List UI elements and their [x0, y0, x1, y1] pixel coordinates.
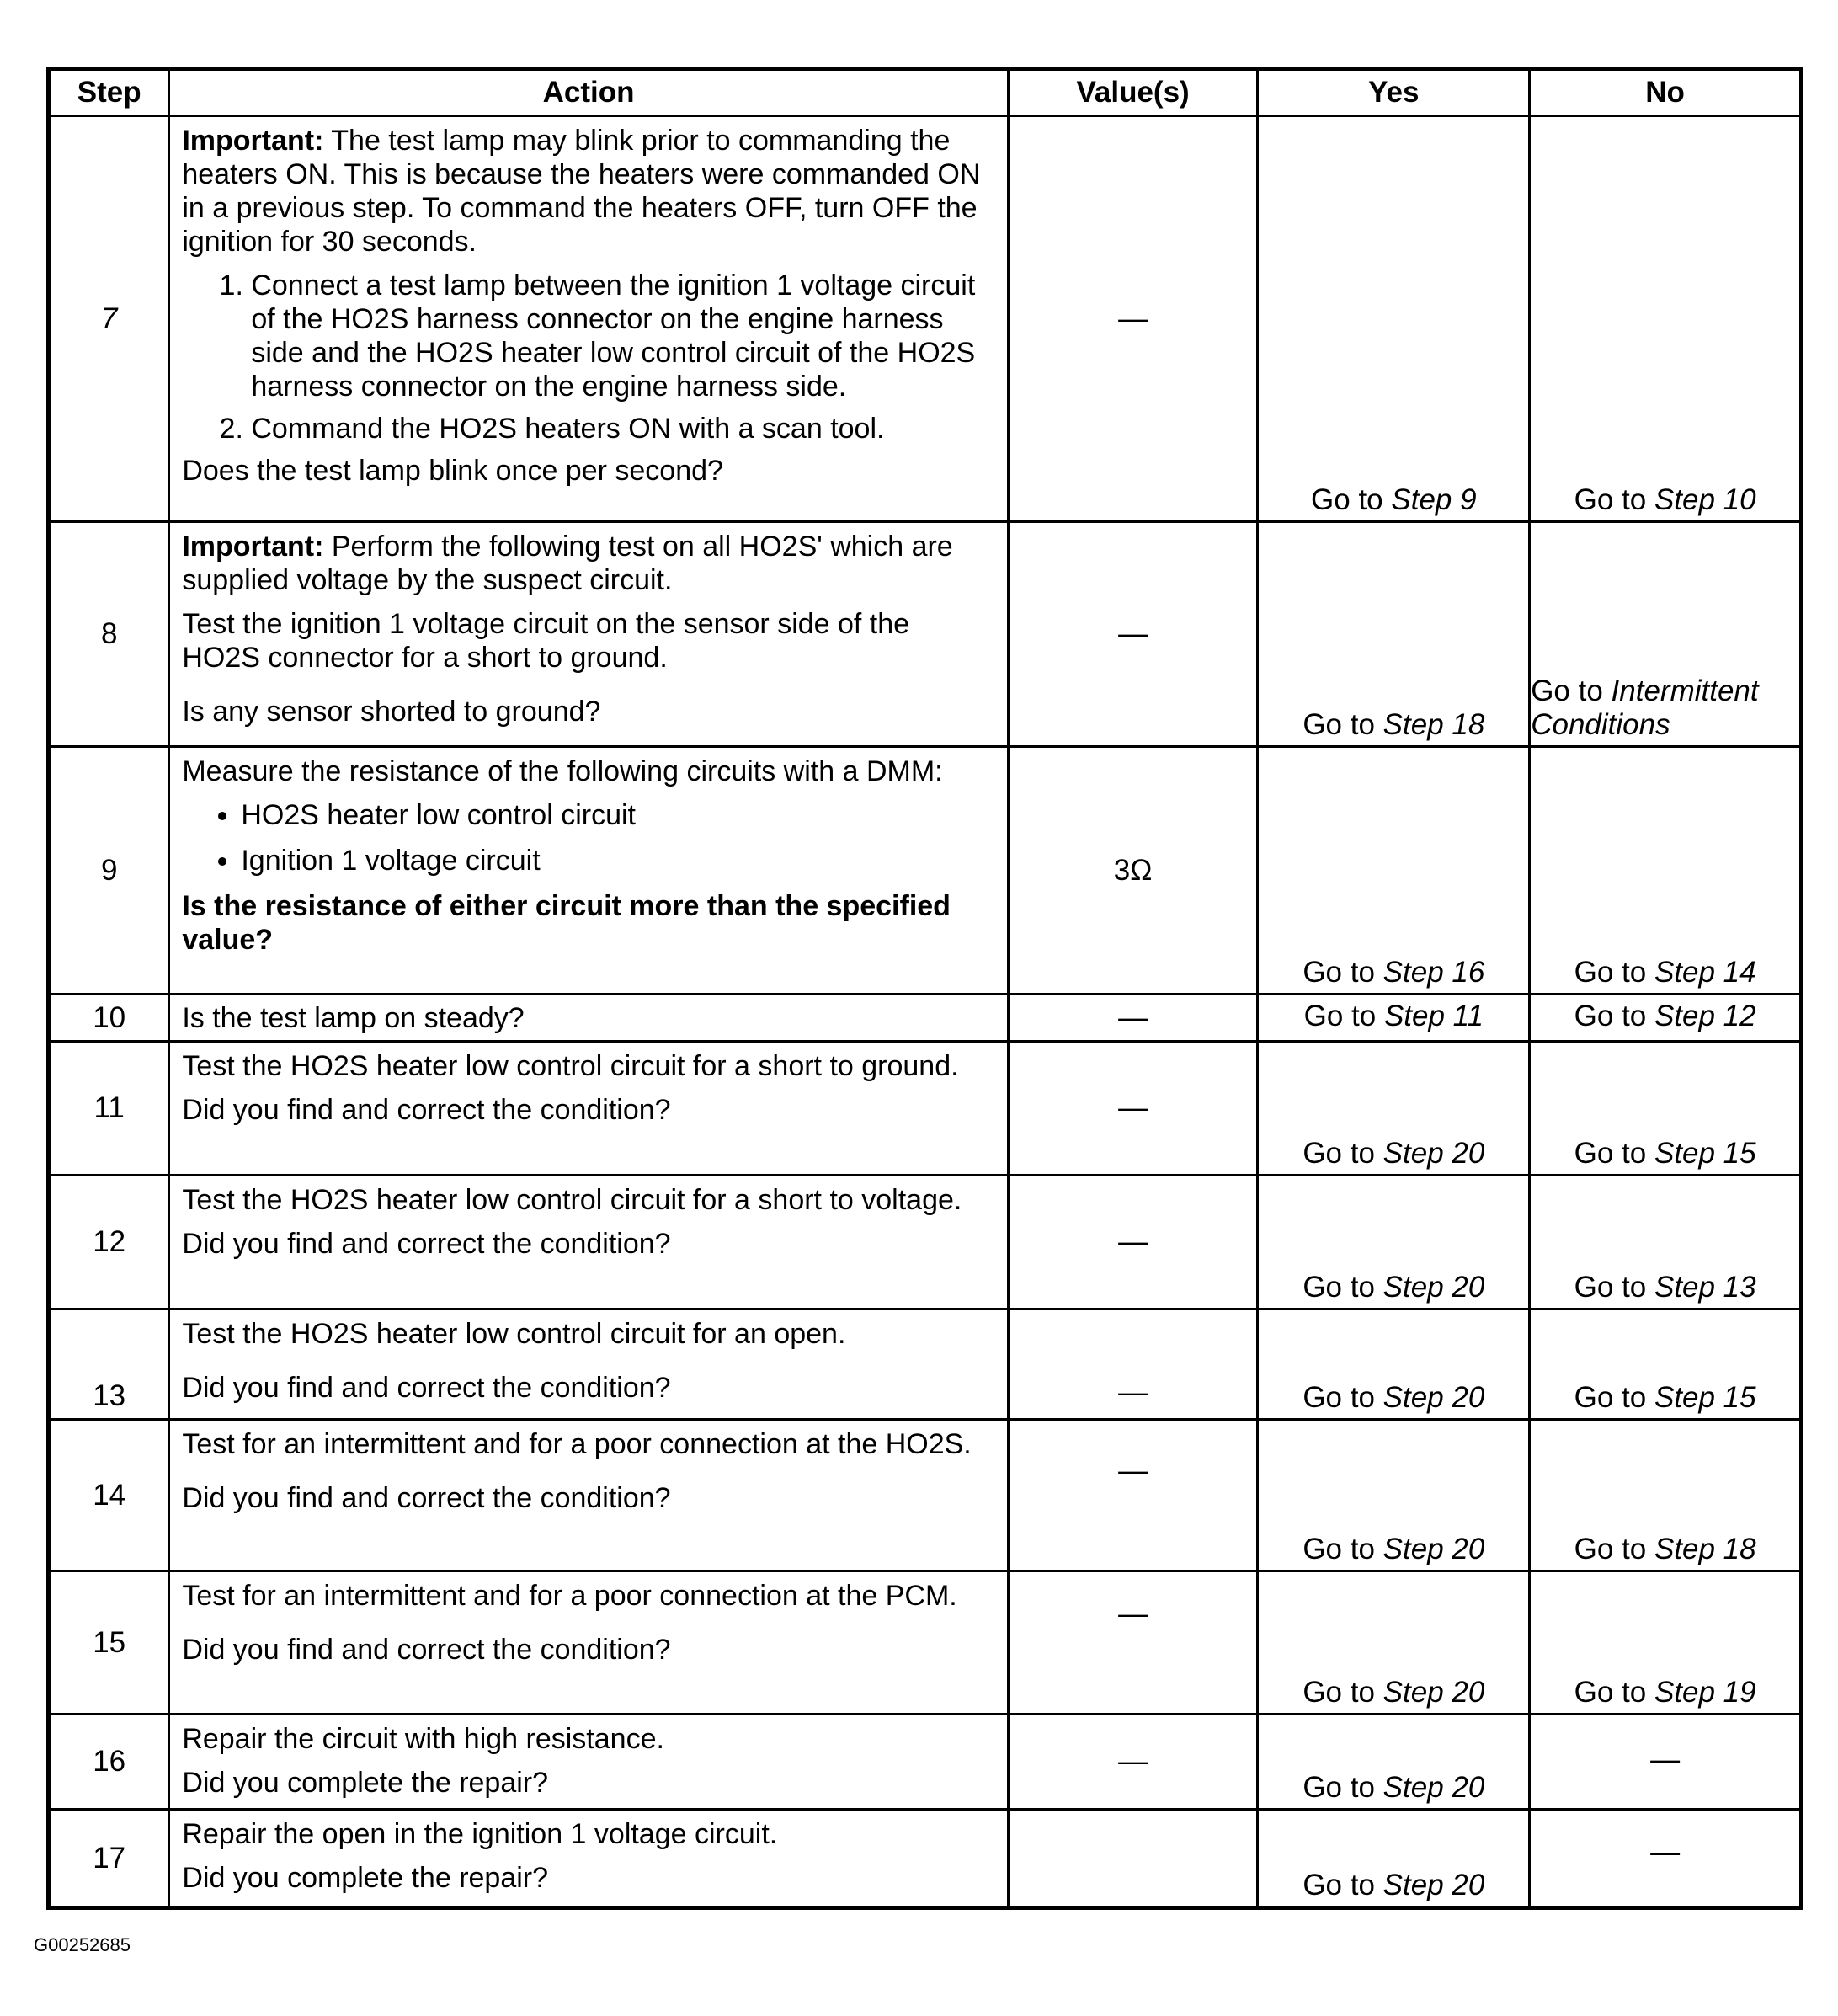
no-dash: —	[1650, 1836, 1681, 1869]
yes-link[interactable]: Step 20	[1382, 1771, 1485, 1804]
question-text: Did you complete the repair?	[182, 1767, 549, 1799]
yes-link[interactable]: Step 20	[1382, 1676, 1485, 1709]
question-text: Did you find and correct the condition?	[182, 1482, 671, 1514]
no-prefix: Go to	[1574, 1676, 1654, 1709]
no-link[interactable]: Step 10	[1654, 483, 1756, 516]
step-number: 8	[49, 522, 169, 747]
no-cell	[1530, 1176, 1802, 1309]
action-cell	[169, 1420, 1008, 1571]
action-cell	[169, 747, 1008, 995]
value-cell: —	[1008, 1176, 1258, 1309]
no-prefix: Go to	[1574, 483, 1654, 516]
instruction-text: Test the HO2S heater low control circuit for an open.	[182, 1318, 846, 1350]
question-text: Is the test lamp on steady?	[182, 1001, 525, 1034]
yes-cell	[1258, 1309, 1530, 1420]
table-row	[49, 1571, 1802, 1715]
instruction-text: Test for an intermittent and for a poor connection at the PCM.	[182, 1580, 957, 1612]
no-prefix: Go to	[1531, 675, 1612, 707]
table-row	[49, 1042, 1802, 1176]
table-row	[49, 1810, 1802, 1908]
graphic-id: G00252685	[34, 1934, 131, 1955]
yes-link[interactable]: Step 11	[1383, 999, 1484, 1032]
step-number: 13	[49, 1309, 169, 1420]
no-link[interactable]: Step 14	[1654, 956, 1756, 989]
important-note	[182, 124, 994, 259]
table-row	[49, 1176, 1802, 1309]
value-cell: —	[1008, 116, 1258, 522]
no-link[interactable]: Step 15	[1654, 1381, 1756, 1414]
yes-cell	[1258, 995, 1530, 1042]
no-prefix: Go to	[1574, 1271, 1654, 1304]
no-cell	[1530, 1309, 1802, 1420]
no-link[interactable]: Step 18	[1654, 1533, 1756, 1565]
question-text: Did you find and correct the condition?	[182, 1094, 671, 1126]
header-step: Step	[49, 69, 169, 116]
yes-prefix: Go to	[1303, 1771, 1383, 1804]
yes-cell	[1258, 522, 1530, 747]
value-cell: —	[1008, 1309, 1258, 1420]
yes-prefix: Go to	[1303, 1137, 1383, 1170]
yes-prefix: Go to	[1303, 1869, 1383, 1901]
list-item: • HO2S heater low control circuit	[241, 798, 994, 832]
no-cell	[1530, 747, 1802, 995]
no-prefix: Go to	[1574, 1533, 1654, 1565]
no-prefix: Go to	[1574, 1137, 1654, 1170]
no-cell	[1530, 1571, 1802, 1715]
table-row	[49, 1715, 1802, 1810]
header-no: No	[1530, 69, 1802, 116]
yes-cell	[1258, 1810, 1530, 1908]
yes-link[interactable]: Step 18	[1382, 708, 1485, 741]
yes-cell	[1258, 747, 1530, 995]
yes-prefix: Go to	[1303, 1676, 1383, 1709]
instruction-text: Test the HO2S heater low control circuit for a short to ground.	[182, 1050, 959, 1082]
step-number: 10	[49, 995, 169, 1042]
yes-prefix: Go to	[1303, 1271, 1383, 1304]
table-row	[49, 116, 1802, 522]
instruction-text: Measure the resistance of the following circuits with a DMM:	[182, 755, 943, 787]
value-cell: —	[1008, 1571, 1258, 1715]
no-cell	[1530, 522, 1802, 747]
yes-link[interactable]: Step 16	[1382, 956, 1485, 989]
step-number: 12	[49, 1176, 169, 1309]
yes-link[interactable]: Step 20	[1382, 1869, 1485, 1901]
step-number: 9	[49, 747, 169, 995]
no-link[interactable]: Step 12	[1654, 999, 1756, 1032]
list-item: • Ignition 1 voltage circuit	[241, 844, 994, 877]
action-cell	[169, 1810, 1008, 1908]
important-label: Important:	[182, 531, 324, 563]
table-row	[49, 1420, 1802, 1571]
yes-cell	[1258, 1571, 1530, 1715]
question-text: Is the resistance of either circuit more than the specified value?	[182, 890, 951, 956]
important-text: The test lamp may blink prior to commanding the heaters ON. This is because the heaters were commanded ON in a previous step. To command the heaters OFF, turn OFF the ignition for 30 seconds.	[182, 125, 981, 258]
no-cell	[1530, 1810, 1802, 1908]
table-row	[49, 1309, 1802, 1420]
no-link[interactable]: Intermittent Conditions	[1531, 675, 1759, 741]
action-cell	[169, 522, 1008, 747]
diagnostic-table	[46, 67, 1803, 1910]
no-cell	[1530, 1715, 1802, 1810]
important-note	[182, 530, 994, 597]
instruction-text: Repair the circuit with high resistance.	[182, 1723, 664, 1755]
value-cell: —	[1008, 995, 1258, 1042]
important-text: Perform the following test on all HO2S' which are supplied voltage by the suspect circuit.	[182, 531, 953, 596]
action-cell	[169, 1309, 1008, 1420]
yes-prefix: Go to	[1303, 956, 1383, 989]
yes-prefix: Go to	[1303, 708, 1383, 741]
question-text: Is any sensor shorted to ground?	[182, 696, 601, 728]
yes-prefix: Go to	[1303, 1533, 1383, 1565]
question-text: Does the test lamp blink once per second?	[182, 455, 723, 487]
action-cell	[169, 1176, 1008, 1309]
instruction-text: Test the ignition 1 voltage circuit on the sensor side of the HO2S connector for a short to ground.	[182, 608, 910, 674]
header-values: Value(s)	[1008, 69, 1258, 116]
action-cell	[169, 995, 1008, 1042]
no-link[interactable]: Step 15	[1654, 1137, 1756, 1170]
step-number: 17	[49, 1810, 169, 1908]
table-row	[49, 747, 1802, 995]
header-row	[49, 69, 1802, 116]
value-cell	[1008, 1810, 1258, 1908]
yes-link[interactable]: Step 20	[1382, 1271, 1485, 1304]
list-item: 1. Connect a test lamp between the ignition 1 voltage circuit of the HO2S harness connector on the engine harness side and the HO2S heater low control circuit of the HO2S harness connector on the engine harness side.	[251, 269, 994, 403]
step-number: 16	[49, 1715, 169, 1810]
no-dash: —	[1650, 1743, 1681, 1776]
question-text: Did you complete the repair?	[182, 1862, 549, 1894]
value-cell: —	[1008, 522, 1258, 747]
no-cell	[1530, 995, 1802, 1042]
no-cell	[1530, 116, 1802, 522]
question-text: Did you find and correct the condition?	[182, 1634, 671, 1666]
instruction-text: Test for an intermittent and for a poor connection at the HO2S.	[182, 1428, 972, 1460]
yes-link[interactable]: Step 20	[1382, 1381, 1485, 1414]
no-prefix: Go to	[1574, 999, 1654, 1032]
yes-cell	[1258, 1042, 1530, 1176]
yes-prefix: Go to	[1303, 999, 1384, 1032]
header-action: Action	[169, 69, 1008, 116]
no-link[interactable]: Step 13	[1654, 1271, 1756, 1304]
no-cell	[1530, 1042, 1802, 1176]
question-text: Did you find and correct the condition?	[182, 1228, 671, 1260]
table-row	[49, 995, 1802, 1042]
yes-prefix: Go to	[1303, 1381, 1383, 1414]
no-cell	[1530, 1420, 1802, 1571]
yes-link[interactable]: Step 20	[1382, 1137, 1485, 1170]
no-prefix: Go to	[1574, 1381, 1654, 1414]
yes-link[interactable]: Step 20	[1382, 1533, 1485, 1565]
no-text-wrap	[1531, 675, 1799, 742]
value-cell: —	[1008, 1042, 1258, 1176]
bullet-list	[182, 798, 994, 877]
yes-prefix: Go to	[1311, 483, 1392, 516]
value-cell: 3Ω	[1008, 747, 1258, 995]
yes-cell	[1258, 1420, 1530, 1571]
table-row	[49, 522, 1802, 747]
instruction-text: Repair the open in the ignition 1 voltage circuit.	[182, 1818, 778, 1850]
step-number: 14	[49, 1420, 169, 1571]
header-yes: Yes	[1258, 69, 1530, 116]
value-cell: —	[1008, 1420, 1258, 1571]
action-cell	[169, 1042, 1008, 1176]
numbered-list	[182, 269, 994, 445]
yes-link[interactable]: Step 9	[1391, 483, 1477, 516]
action-cell	[169, 1715, 1008, 1810]
action-cell	[169, 1571, 1008, 1715]
action-cell	[169, 116, 1008, 522]
instruction-text: Test the HO2S heater low control circuit for a short to voltage.	[182, 1184, 962, 1216]
step-number: 15	[49, 1571, 169, 1715]
important-label: Important:	[182, 125, 324, 157]
yes-cell	[1258, 1715, 1530, 1810]
step-number: 7	[49, 116, 169, 522]
no-prefix: Go to	[1574, 956, 1654, 989]
step-number: 11	[49, 1042, 169, 1176]
yes-cell	[1258, 1176, 1530, 1309]
question-text: Did you find and correct the condition?	[182, 1372, 671, 1404]
no-link[interactable]: Step 19	[1654, 1676, 1756, 1709]
value-cell: —	[1008, 1715, 1258, 1810]
list-item: 2. Command the HO2S heaters ON with a scan tool.	[251, 412, 994, 445]
yes-cell	[1258, 116, 1530, 522]
